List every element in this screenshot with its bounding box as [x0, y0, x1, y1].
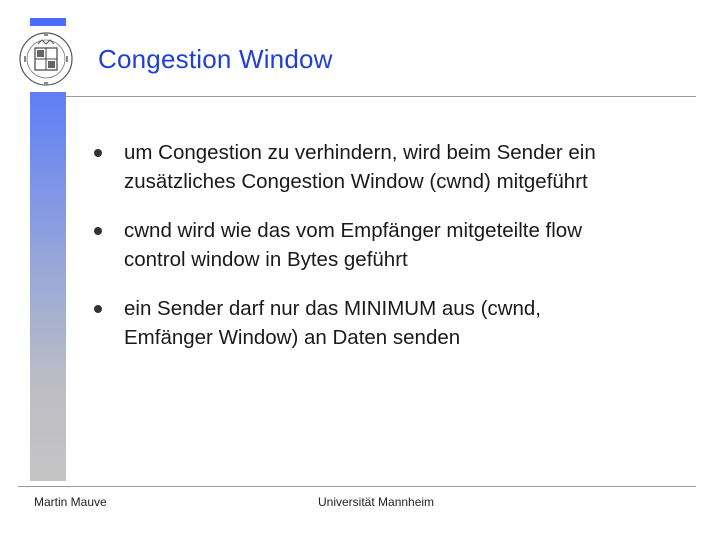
bullet-dot-icon: [94, 149, 102, 157]
bullet-text-line: cwnd wird wie das vom Empfänger mitgeteilte flow: [124, 219, 583, 242]
bullet-item: [92, 138, 692, 196]
bullet-list: [92, 138, 692, 372]
bullet-text-line: um Congestion zu verhindern, wird beim Sender ein: [124, 141, 596, 164]
footer-institution: Universität Mannheim: [318, 495, 435, 509]
footer-author: Martin Mauve: [34, 495, 107, 509]
bullet-item: [92, 294, 692, 352]
university-seal-icon: [18, 26, 74, 92]
bullet-text-line: ein Sender darf nur das MINIMUM aus (cwnd,: [124, 297, 541, 320]
page-title: Congestion Window: [98, 44, 333, 74]
bullet-item: [92, 216, 692, 274]
bullet-text-line: zusätzliches Congestion Window (cwnd) mitgeführt: [124, 170, 588, 193]
bullet-dot-icon: [94, 305, 102, 313]
bullet-text-line: Emfänger Window) an Daten senden: [124, 326, 461, 349]
title-divider: [66, 96, 696, 97]
footer-divider: [18, 486, 696, 487]
bullet-dot-icon: [94, 227, 102, 235]
bullet-text-line: control window in Bytes geführt: [124, 248, 408, 271]
